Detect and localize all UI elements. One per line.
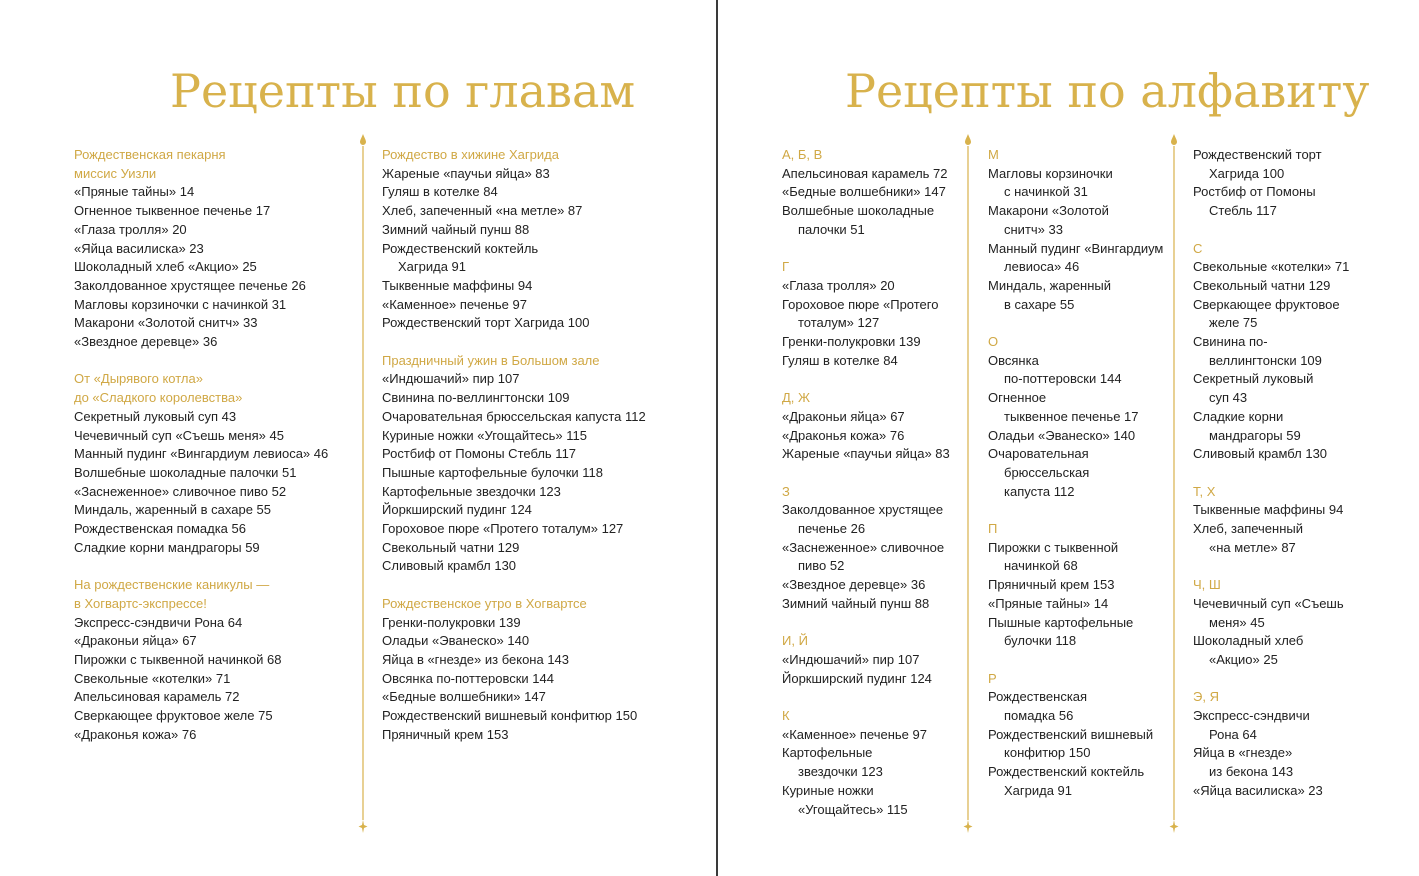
recipe-entry: веллингтонски 109	[1209, 352, 1322, 368]
recipe-entry: Тыквенные маффины 94	[382, 277, 533, 293]
recipe-entry: Волшебные шоколадные палочки 51	[74, 464, 297, 480]
section-heading: К	[782, 708, 790, 724]
recipe-entry: Хагрида 91	[1004, 782, 1073, 798]
spacer	[782, 688, 950, 707]
recipe-entry: Заколдованное хрустящее	[782, 502, 944, 518]
recipe-entry: Ростбиф от Помоны	[1193, 184, 1316, 200]
recipe-entry: «Драконья кожа» 76	[782, 427, 905, 443]
recipe-entry: Сверкающее фруктовое желе 75	[74, 708, 273, 724]
recipe-entry: пиво 52	[798, 558, 845, 574]
recipe-entry: помадка 56	[1004, 708, 1074, 724]
recipe-entry: «Драконья кожа» 76	[74, 726, 197, 742]
recipe-entry: «Яйца василиска» 23	[1193, 782, 1323, 798]
section-heading: На рождественские каникулы —	[74, 577, 270, 593]
recipe-entry: «Пряные тайны» 14	[988, 595, 1109, 611]
section-heading: Э, Я	[1193, 689, 1219, 705]
recipe-entry: Сверкающее фруктовое	[1193, 296, 1340, 312]
ornament-divider-right	[1169, 132, 1179, 838]
recipe-entry: конфитюр 150	[1004, 745, 1091, 761]
recipe-entry: Экспресс-сэндвичи	[1193, 708, 1310, 724]
recipe-entry: палочки 51	[798, 221, 865, 237]
recipe-entry: капуста 112	[1004, 483, 1075, 499]
drop-ornament	[965, 134, 971, 145]
recipe-entry: Экспресс-сэндвичи Рона 64	[74, 614, 243, 630]
alphabet-column-1	[782, 146, 950, 819]
ornament-divider-left	[358, 132, 368, 838]
recipe-entry: Свинина по-веллингтонски 109	[382, 390, 570, 406]
section-heading: в Хогвартс-экспрессе!	[74, 595, 207, 611]
ornament-divider-middle	[963, 132, 973, 838]
recipe-entry: Рождественский коктейль	[382, 240, 539, 256]
recipe-entry: Куриные ножки	[782, 782, 874, 798]
recipe-entry: Пирожки с тыквенной начинкой 68	[74, 651, 282, 667]
recipe-entry: в сахаре 55	[1004, 296, 1075, 312]
recipe-entry: Миндаль, жаренный в сахаре 55	[74, 502, 271, 518]
recipe-entry: Куриные ножки «Угощайтесь» 115	[382, 427, 587, 443]
recipe-entry: Пряничный крем 153	[988, 577, 1115, 593]
recipe-entry: Хагрида 91	[398, 259, 467, 275]
recipe-entry: Рождественский вишневый конфитюр 150	[382, 708, 638, 724]
recipe-entry: булочки 118	[1004, 633, 1077, 649]
star-ornament	[964, 820, 973, 833]
section-heading: О	[988, 334, 999, 350]
recipe-entry: Свекольный чатни 129	[382, 539, 520, 555]
recipe-entry: тыквенное печенье 17	[1004, 408, 1139, 424]
recipe-entry: Тыквенные маффины 94	[1193, 502, 1344, 518]
chapters-column-1	[74, 146, 328, 744]
recipe-entry: Рождественская	[988, 689, 1088, 705]
recipe-entry: Макарони «Золотой снитч» 33	[74, 315, 258, 331]
recipe-entry: Хлеб, запеченный	[1193, 521, 1304, 537]
section-heading: И, Й	[782, 633, 808, 649]
recipe-entry: желе 75	[1209, 315, 1258, 331]
recipe-entry: Рона 64	[1209, 726, 1257, 742]
section-heading: Рождественское утро в Хогвартсе	[382, 595, 587, 611]
recipe-entry: Жареные «паучьи яйца» 83	[782, 446, 950, 462]
section-heading: Р	[988, 670, 997, 686]
section-heading: Д, Ж	[782, 390, 811, 406]
recipe-entry: Гренки-полукровки 139	[382, 614, 521, 630]
page-title-alphabet: Рецепты по алфавиту	[845, 64, 1370, 118]
recipe-entry: Магловы корзиночки	[988, 165, 1113, 181]
star-ornament	[359, 820, 368, 833]
recipe-entry: Гренки-полукровки 139	[782, 334, 921, 350]
section-heading: Рождественская пекарня	[74, 147, 226, 162]
section-heading: З	[782, 483, 790, 499]
section-heading: М	[988, 147, 999, 162]
recipe-entry: «Заснеженное» сливочное	[782, 539, 945, 555]
recipe-entry: Макарони «Золотой	[988, 203, 1109, 219]
page-title-chapters: Рецепты по главам	[170, 64, 636, 118]
recipe-entry: Свинина по-	[1193, 334, 1268, 350]
recipe-entry: Свекольный чатни 129	[1193, 277, 1331, 293]
recipe-entry: Манный пудинг «Вингардиум левиоса» 46	[74, 446, 329, 462]
section-heading: Праздничный ужин в Большом зале	[382, 352, 600, 368]
recipe-entry: Чечевичный суп «Съешь меня» 45	[74, 427, 284, 443]
recipe-entry: «Яйца василиска» 23	[74, 240, 204, 256]
recipe-entry: Оладьи «Эванеско» 140	[382, 633, 530, 649]
recipe-entry: начинкой 68	[1004, 558, 1078, 574]
spacer	[988, 501, 1163, 520]
spacer	[1193, 670, 1349, 689]
recipe-entry: Ростбиф от Помоны Стебль 117	[382, 446, 577, 462]
recipe-entry: Пышные картофельные булочки 118	[382, 464, 603, 480]
recipe-entry: Стебль 117	[1209, 203, 1277, 219]
recipe-entry: Гуляш в котелке 84	[782, 352, 898, 368]
recipe-entry: левиоса» 46	[1004, 259, 1080, 275]
recipe-entry: «Драконьи яйца» 67	[782, 408, 905, 424]
recipe-entry: Гуляш в котелке 84	[382, 184, 498, 200]
alphabet-column-3	[1193, 146, 1349, 801]
recipe-entry: «Заснеженное» сливочное пиво 52	[74, 483, 287, 499]
recipe-entry: «Глаза тролля» 20	[74, 221, 187, 237]
section-heading: Г	[782, 259, 790, 275]
recipe-entry: Волшебные шоколадные	[782, 203, 935, 219]
recipe-entry: «Драконьи яйца» 67	[74, 633, 197, 649]
recipe-entry: «Индюшачий» пир 107	[382, 371, 520, 387]
recipe-entry: Хагрида 100	[1209, 165, 1285, 181]
recipe-entry: Сливовый крамбл 130	[382, 558, 517, 574]
book-spine	[716, 0, 718, 876]
recipe-entry: Огненное	[988, 390, 1047, 406]
recipe-entry: «Бедные волшебники» 147	[382, 689, 546, 705]
section-heading: до «Сладкого королевства»	[74, 390, 243, 406]
recipe-entry: «Пряные тайны» 14	[74, 184, 195, 200]
recipe-entry: «на метле» 87	[1209, 539, 1296, 555]
recipe-entry: Шоколадный хлеб «Акцио» 25	[74, 259, 257, 275]
recipe-entry: Рождественская помадка 56	[74, 521, 246, 537]
recipe-entry: Сладкие корни мандрагоры 59	[74, 539, 260, 555]
recipe-entry: звездочки 123	[798, 764, 883, 780]
spacer	[1193, 557, 1349, 576]
recipe-entry: Очаровательная брюссельская капуста 112	[382, 408, 646, 424]
section-heading: А, Б, В	[782, 147, 823, 162]
star-ornament	[1170, 820, 1179, 833]
recipe-entry: по-поттеровски 144	[1004, 371, 1122, 387]
recipe-entry: тоталум» 127	[798, 315, 880, 331]
recipe-entry: брюссельская	[1004, 464, 1090, 480]
recipe-entry: Магловы корзиночки с начинкой 31	[74, 296, 287, 312]
recipe-entry: снитч» 33	[1004, 221, 1063, 237]
recipe-entry: Заколдованное хрустящее печенье 26	[74, 277, 306, 293]
recipe-entry: Чечевичный суп «Съешь	[1193, 595, 1344, 611]
section-heading: С	[1193, 240, 1203, 256]
section-heading: П	[988, 521, 998, 537]
section-heading: Ч, Ш	[1193, 577, 1221, 593]
recipe-entry: Зимний чайный пунш 88	[782, 595, 930, 611]
recipe-entry: Апельсиновая карамель 72	[74, 689, 240, 705]
recipe-entry: «Каменное» печенье 97	[382, 296, 527, 312]
drop-ornament	[1171, 134, 1177, 145]
recipe-entry: «Индюшачий» пир 107	[782, 651, 920, 667]
recipe-entry: Йоркширский пудинг 124	[782, 670, 932, 686]
spacer	[782, 464, 950, 483]
alphabet-column-2	[988, 146, 1163, 801]
recipe-entry: Секретный луковый суп 43	[74, 408, 237, 424]
recipe-entry: Пышные картофельные	[988, 614, 1134, 630]
recipe-entry: «Звездное деревце» 36	[782, 577, 926, 593]
recipe-entry: Свекольные «котелки» 71	[74, 670, 231, 686]
spacer	[1193, 464, 1349, 483]
recipe-entry: Пряничный крем 153	[382, 726, 509, 742]
spacer	[782, 240, 950, 259]
recipe-entry: Жареные «паучьи яйца» 83	[382, 165, 550, 181]
recipe-entry: Овсянка	[988, 352, 1039, 368]
spacer	[74, 352, 328, 371]
recipe-entry: Рождественский торт	[1193, 147, 1322, 162]
recipe-entry: мандрагоры 59	[1209, 427, 1301, 443]
recipe-entry: Сливовый крамбл 130	[1193, 446, 1328, 462]
spacer	[782, 370, 950, 389]
recipe-entry: Пирожки с тыквенной	[988, 539, 1119, 555]
recipe-entry: Йоркширский пудинг 124	[382, 502, 532, 518]
recipe-entry: Гороховое пюре «Протего тоталум» 127	[382, 521, 624, 537]
spacer	[74, 557, 328, 576]
spacer	[988, 314, 1163, 333]
section-heading: Рождество в хижине Хагрида	[382, 147, 559, 162]
recipe-entry: Секретный луковый	[1193, 371, 1314, 387]
recipe-entry: Картофельные звездочки 123	[382, 483, 561, 499]
section-heading: От «Дырявого котла»	[74, 371, 203, 387]
recipe-entry: «Звездное деревце» 36	[74, 334, 218, 350]
recipe-entry: суп 43	[1209, 390, 1248, 406]
recipe-entry: «Каменное» печенье 97	[782, 726, 927, 742]
recipe-entry: Рождественский вишневый	[988, 726, 1154, 742]
recipe-entry: Манный пудинг «Вингардиум	[988, 240, 1164, 256]
recipe-entry: Зимний чайный пунш 88	[382, 221, 530, 237]
recipe-entry: «Глаза тролля» 20	[782, 277, 895, 293]
recipe-entry: Яйца в «гнезде»	[1193, 745, 1293, 761]
recipe-entry: меня» 45	[1209, 614, 1265, 630]
spacer	[782, 614, 950, 633]
drop-ornament	[360, 134, 366, 145]
recipe-entry: Овсянка по-поттеровски 144	[382, 670, 554, 686]
recipe-entry: «Угощайтесь» 115	[798, 801, 908, 817]
recipe-entry: Хлеб, запеченный «на метле» 87	[382, 203, 583, 219]
spacer	[1193, 221, 1349, 240]
recipe-entry: Огненное тыквенное печенье 17	[74, 203, 271, 219]
section-heading: миссис Уизли	[74, 165, 157, 181]
recipe-entry: Гороховое пюре «Протего	[782, 296, 939, 312]
recipe-entry: Рождественский коктейль	[988, 764, 1145, 780]
recipe-entry: Свекольные «котелки» 71	[1193, 259, 1350, 275]
recipe-entry: «Акцио» 25	[1209, 651, 1278, 667]
spacer	[988, 651, 1163, 670]
recipe-entry: Миндаль, жаренный	[988, 277, 1112, 293]
recipe-entry: печенье 26	[798, 521, 866, 537]
recipe-entry: Очаровательная	[988, 446, 1089, 462]
recipe-entry: Картофельные	[782, 745, 873, 761]
recipe-entry: из бекона 143	[1209, 764, 1294, 780]
recipe-entry: Яйца в «гнезде» из бекона 143	[382, 651, 570, 667]
recipe-entry: Рождественский торт Хагрида 100	[382, 315, 590, 331]
spacer	[382, 576, 646, 595]
spacer	[382, 333, 646, 352]
chapters-column-2	[382, 146, 646, 744]
section-heading: Т, Х	[1193, 483, 1216, 499]
recipe-entry: Апельсиновая карамель 72	[782, 165, 948, 181]
recipe-entry: Сладкие корни	[1193, 408, 1284, 424]
recipe-entry: Оладьи «Эванеско» 140	[988, 427, 1136, 443]
recipe-entry: Шоколадный хлеб	[1193, 633, 1304, 649]
recipe-entry: с начинкой 31	[1004, 184, 1088, 200]
recipe-entry: «Бедные волшебники» 147	[782, 184, 946, 200]
